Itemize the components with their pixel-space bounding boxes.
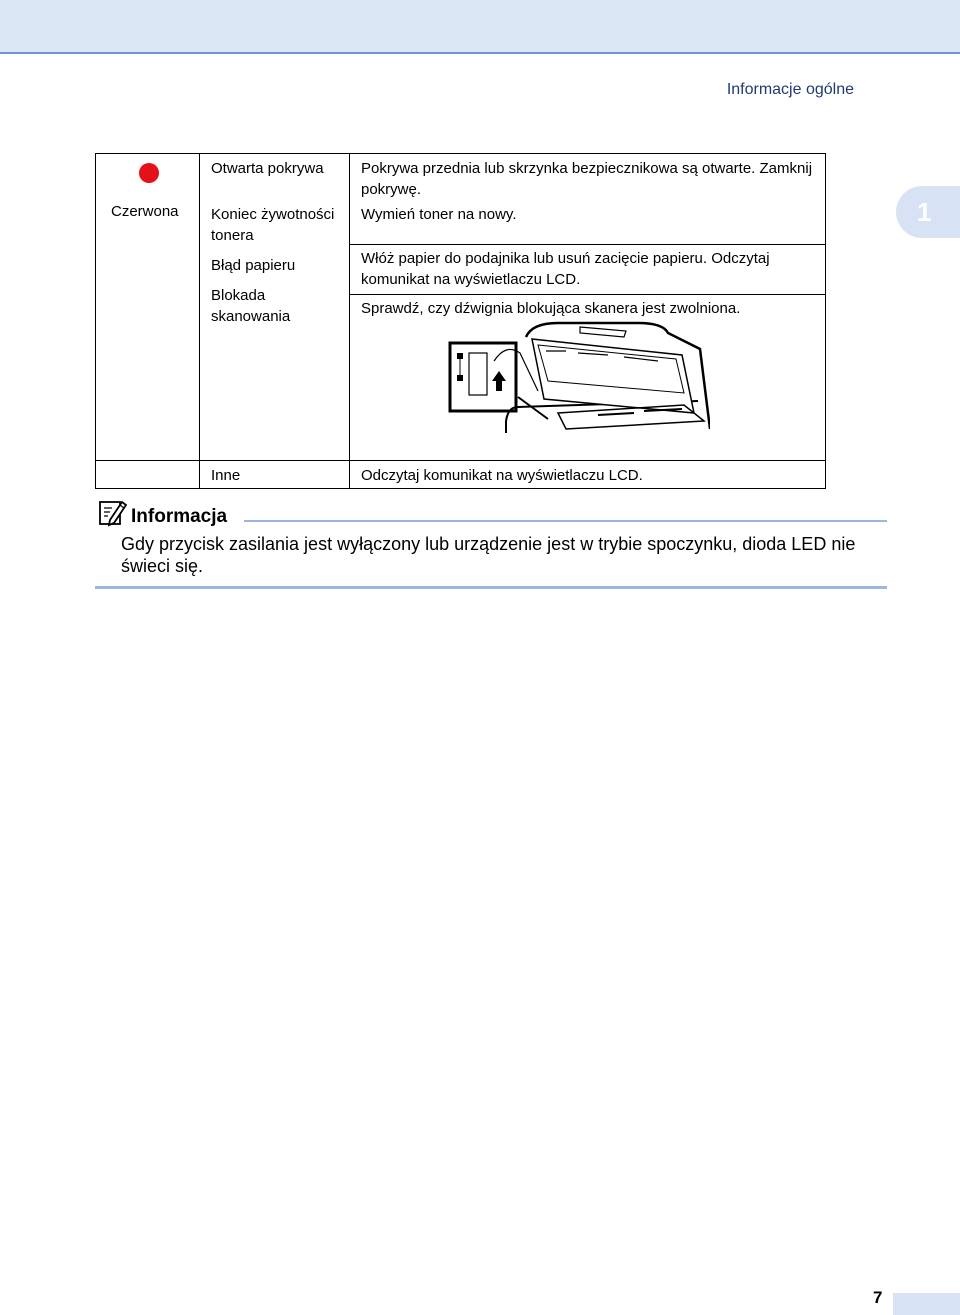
table-row [96, 154, 826, 461]
note-divider [244, 520, 887, 522]
scanner-lock-illustration [448, 321, 710, 435]
top-header-band [0, 0, 960, 54]
state-cell: Otwarta pokrywa Koniec żywotności tonera Błąd papieru Blokada skanowania [200, 154, 350, 461]
note-text: Gdy przycisk zasilania jest wyłączony lub urządzenie jest w trybie spoczynku, dioda LED nie świeci się. [121, 534, 856, 576]
note-bottom-divider [95, 586, 887, 589]
led-red-icon [139, 163, 159, 183]
description-cell-other: Odczytaj komunikat na wyświetlaczu LCD. [350, 461, 826, 489]
chapter-tab: 1 [896, 186, 960, 238]
section-title: Informacje ogólne [726, 81, 854, 98]
led-indicator-cell [96, 154, 200, 461]
note-title: Informacja [131, 506, 228, 527]
description-cell: Pokrywa przednia lub skrzynka bezpiecznikowa są otwarte. Zamknij pokrywę. Wymień toner na nowy. Włóż papier do podajnika lub usuń zacięcie papieru. Odczytaj komunikat na wyświetlaczu LCD. Sprawdź, czy dźwignia blokująca skanera jest zwolniona. [350, 154, 826, 461]
note-header [98, 498, 888, 528]
led-color-label: Czerwona [111, 203, 179, 220]
page-tab [893, 1293, 960, 1315]
led-status-table [95, 153, 826, 489]
page-number: 7 [873, 1288, 883, 1307]
table-row [96, 461, 826, 489]
note-pencil-icon [98, 498, 128, 528]
state-cell-other: Inne [200, 461, 350, 489]
